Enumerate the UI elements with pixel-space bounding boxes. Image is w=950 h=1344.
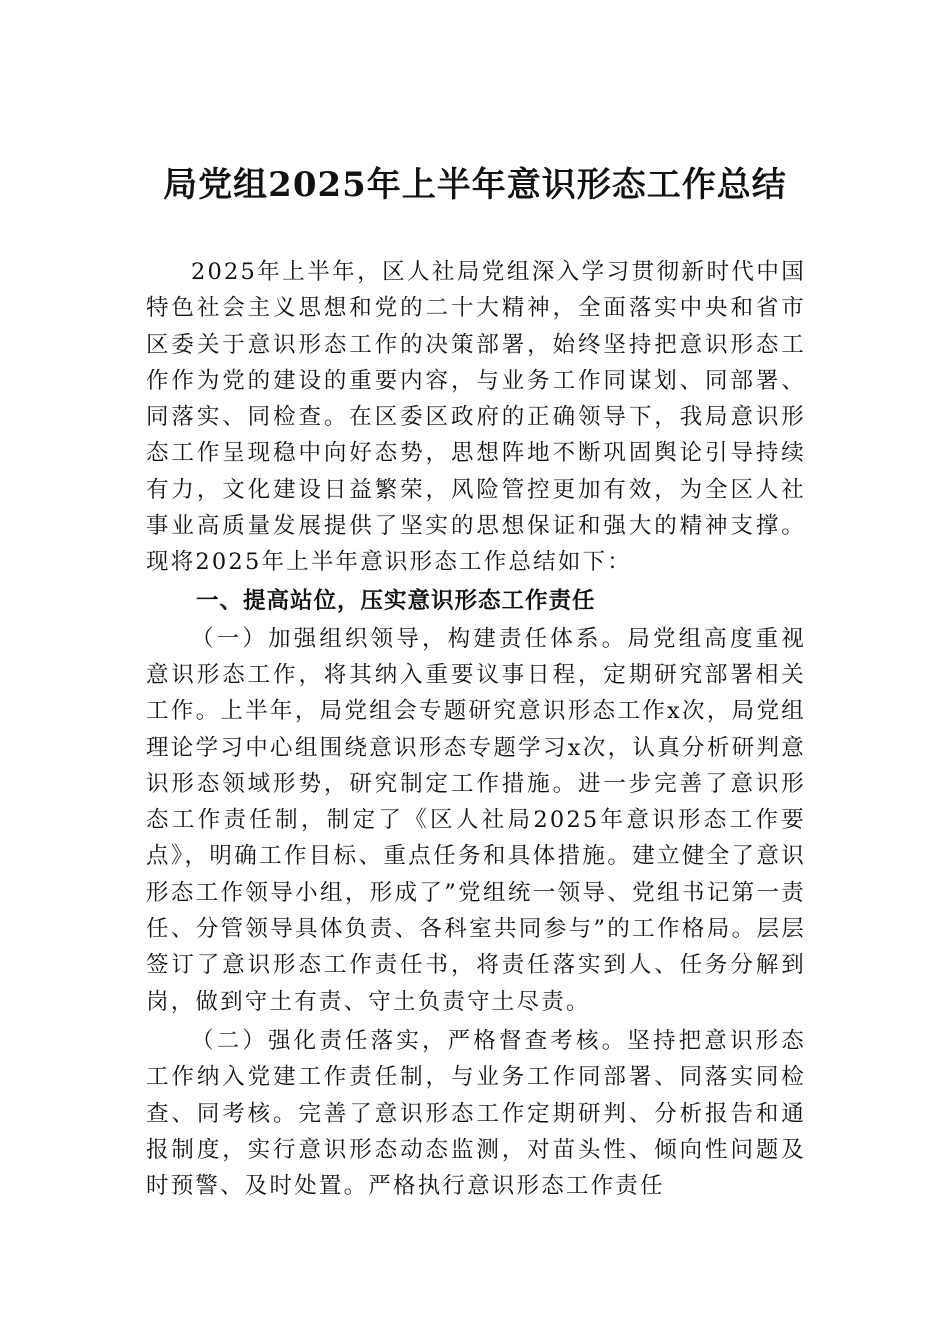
document-body [146,254,806,1204]
document-title: 局党组2025年上半年意识形态工作总结 [163,165,787,205]
body-paragraph: （二）强化责任落实，严格督查考核。坚持把意识形态工作纳入党建工作责任制，与业务工作同部署、同落实同检查、同考核。完善了意识形态工作定期研判、分析报告和通报制度，实行意识形态动态监测，对苗头性、倾向性问题及时预警、及时处置。严格执行意识形态工作责任 [146,1027,806,1200]
section-heading: 一、提高站位，压实意识形态工作责任 [196,587,596,614]
intro-paragraph: 2025年上半年，区人社局党组深入学习贯彻新时代中国特色社会主义思想和党的二十大精神，全面落实中央和省市区委关于意识形态工作的决策部署，始终坚持把意识形态工作作为党的建设的重要内容，与业务工作同谋划、同部署、同落实、同检查。在区委区政府的正确领导下，我局意识形态工作呈现稳中向好态势，思想阵地不断巩固舆论引导持续有力，文化建设日益繁荣，风险管控更加有效，为全区人社事业高质量发展提供了坚实的思想保证和强大的精神支撑。现将2025年上半年意识形态工作总结如下： [146,259,806,576]
body-paragraph: （一）加强组织领导，构建责任体系。局党组高度重视意识形态工作，将其纳入重要议事日程，定期研究部署相关工作。上半年，局党组会专题研究意识形态工作x次，局党组理论学习中心组围绕意识形态专题学习x次，认真分析研判意识形态领域形势，研究制定工作措施。进一步完善了意识形态工作责任制，制定了《区人社局2025年意识形态工作要点》，明确工作目标、重点任务和具体措施。建立健全了意识形态工作领导小组，形成了”党组统一领导、党组书记第一责任、分管领导具体负责、各科室共同参与”的工作格局。层层签订了意识形态工作责任书，将责任落实到人、任务分解到岗，做到守土有责、守土负责守土尽责。 [146,625,806,1015]
